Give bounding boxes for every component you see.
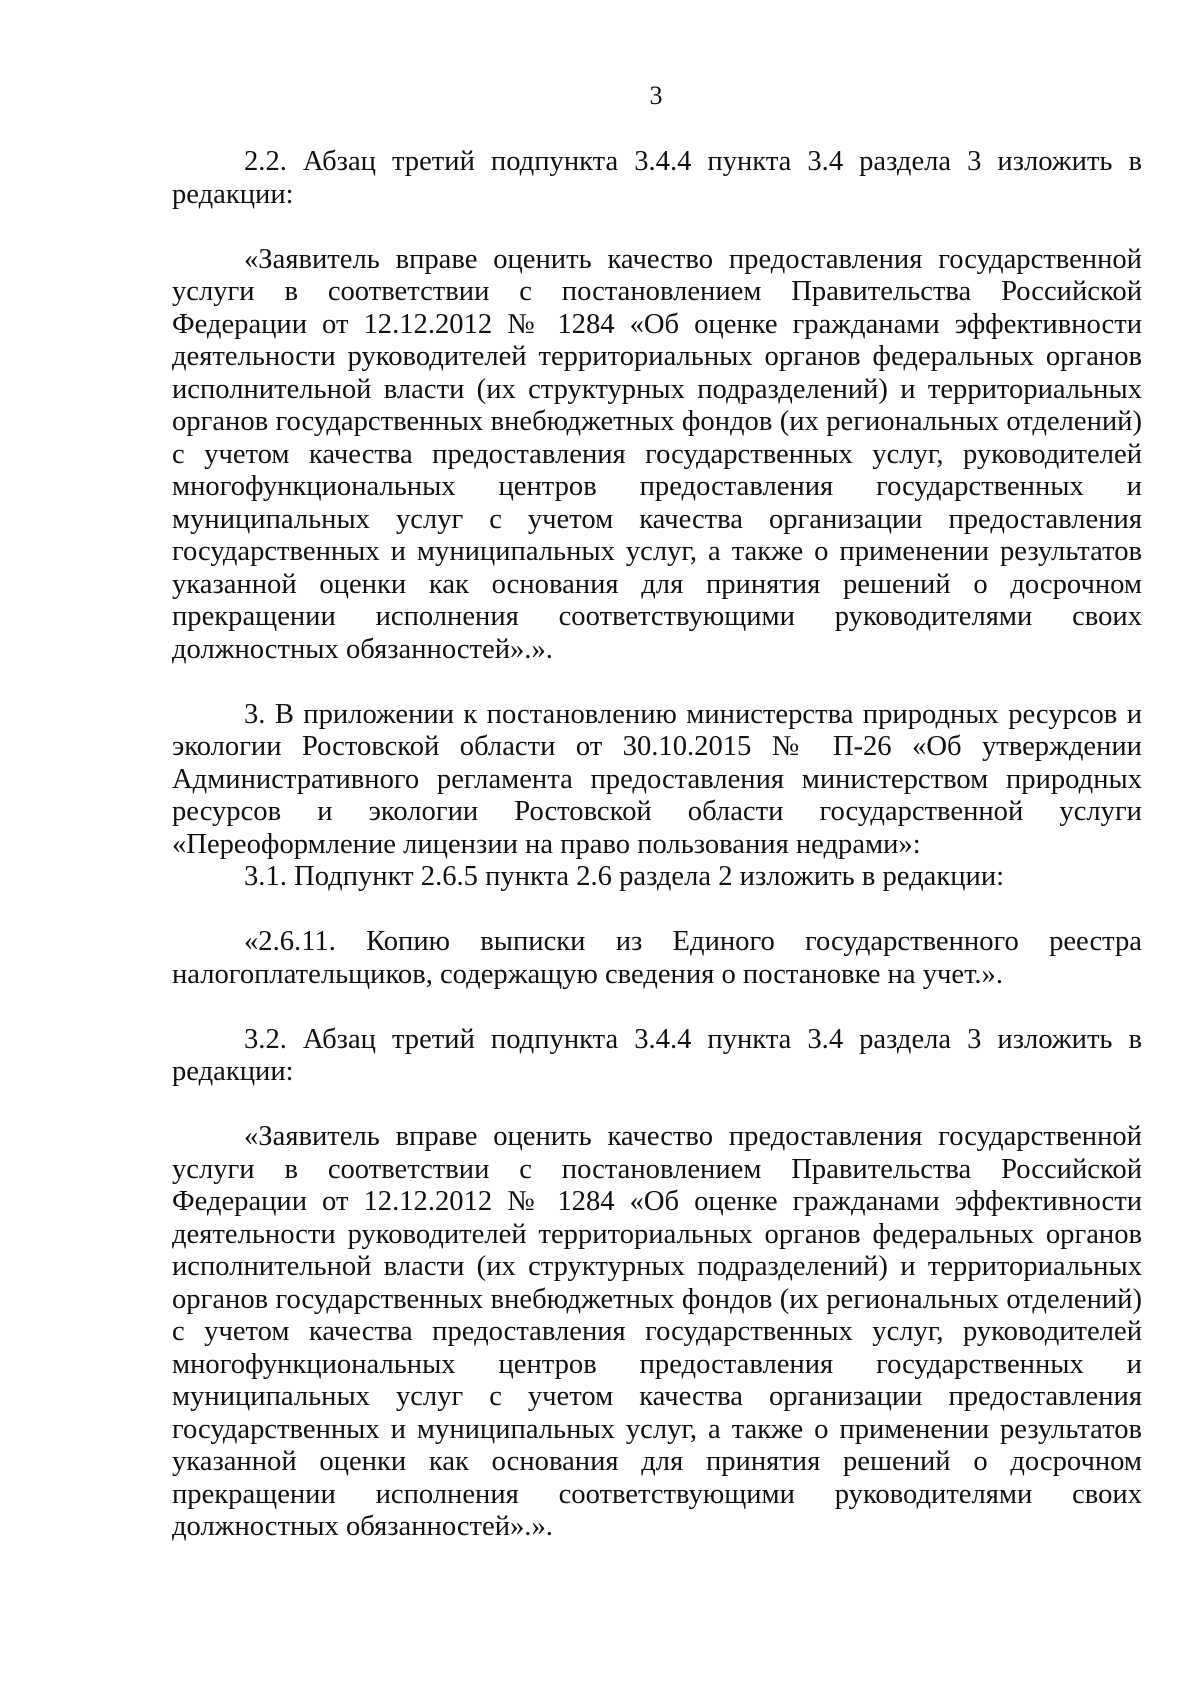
paragraph-spacer (172, 991, 1142, 1024)
paragraph-spacer (172, 894, 1142, 927)
quoted-paragraph-1: «Заявитель вправе оценить качество предоставления государственной услуги в соответствии с постановлением Правительства Российской Федерации от 12.12.2012 № 1284 «Об оценке гражданами эффективности деятельности руководителей территориальных органов федеральных органов исполнительной власти (их структурных подразделений) и территориальных органов государственных внебюджетных фондов (их региональных отделений) с учетом качества предоставления государственных услуг, руководителей многофункциональных центров предоставления государственных и муниципальных услуг с учетом качества организации предоставления государственных и муниципальных услуг, а также о применении результатов указанной оценки как основания для принятия решений о досрочном прекращении исполнения соответствующими руководителями своих должностных обязанностей».». (172, 243, 1142, 665)
paragraph-spacer (172, 1089, 1142, 1122)
quoted-paragraph-2: «Заявитель вправе оценить качество предоставления государственной услуги в соответствии с постановлением Правительства Российской Федерации от 12.12.2012 № 1284 «Об оценке гражданами эффективности деятельности руководителей территориальных органов федеральных органов исполнительной власти (их структурных подразделений) и территориальных органов государственных внебюджетных фондов (их региональных отделений) с учетом качества предоставления государственных услуг, руководителей многофункциональных центров предоставления государственных и муниципальных услуг с учетом качества организации предоставления государственных и муниципальных услуг, а также о применении результатов указанной оценки как основания для принятия решений о досрочном прекращении исполнения соответствующими руководителями своих должностных обязанностей».». (172, 1121, 1142, 1542)
paragraph-2-2: 2.2. Абзац третий подпункта 3.4.4 пункта 3.4 раздела 3 изложить в редакции: (172, 146, 1142, 210)
document-body (172, 146, 1142, 1544)
paragraph-spacer (172, 211, 1142, 244)
paragraph-spacer (172, 666, 1142, 699)
quoted-paragraph-2-6-11: «2.6.11. Копию выписки из Единого государственного реестра налогоплательщиков, содержащую сведения о постановке на учет.». (172, 926, 1142, 990)
page-number: 3 (649, 81, 663, 110)
paragraph-3-1: 3.1. Подпункт 2.6.5 пункта 2.6 раздела 2 изложить в редакции: (244, 861, 1005, 892)
paragraph-3-2: 3.2. Абзац третий подпункта 3.4.4 пункта 3.4 раздела 3 изложить в редакции: (172, 1023, 1142, 1087)
paragraph-3: 3. В приложении к постановлению министерства природных ресурсов и экологии Ростовской области от 30.10.2015 № П-26 «Об утверждении Административного регламента предоставления министерством природных ресурсов и экологии Ростовской области государственной услуги «Переоформление лицензии на право пользования недрами»: (172, 698, 1142, 860)
